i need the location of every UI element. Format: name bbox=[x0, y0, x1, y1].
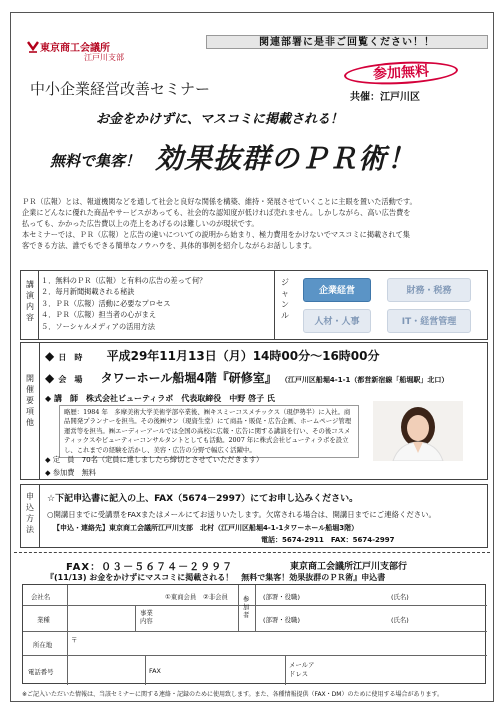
apply-instruction: ☆下記申込書に記入の上、FAX（5674－2997）にてお申し込みください。 bbox=[47, 494, 359, 504]
dept-label-2: (部署・役職) bbox=[263, 616, 300, 624]
headline: 効果抜群のＰＲ術！ bbox=[155, 142, 417, 175]
intro-line: 払っても、かかった広告費以上の売上をあげるのは難しいのが現状です。 bbox=[22, 219, 259, 228]
lecturer-row bbox=[45, 393, 275, 404]
lecture-divider bbox=[38, 271, 39, 339]
outline-label: 開催要項他 bbox=[26, 374, 34, 427]
phone-label: 電話番号 bbox=[28, 668, 54, 676]
form-title: 『(11/13) お金をかけずにマスコミに掲載される！ 無料で集客！効果抜群のＰＲ術』申込書 bbox=[46, 573, 386, 582]
genre-finance: 財務・税務 bbox=[387, 278, 471, 302]
fax-label: FAX bbox=[149, 667, 161, 675]
email-label: メールアドレス bbox=[289, 661, 315, 678]
bullet-icon: ◆ bbox=[45, 394, 52, 403]
apply-note: ○開講日までに受講票をFAXまたはメールにてお送りいたします。欠席される場合は、開講日までにご連絡ください。 bbox=[47, 510, 436, 519]
attendee-label: 参加者 bbox=[243, 595, 250, 619]
free-badge: 参加無料 bbox=[344, 59, 459, 87]
intro-line: 客できる方法、誰でもできる簡単なノウハウを、具体的事例を紹介しながらお話しします。 bbox=[22, 241, 317, 250]
form-col-line bbox=[255, 585, 256, 631]
company-input[interactable] bbox=[69, 587, 159, 603]
lecture-item: ４．ＰＲ（広報）担当者の心がまえ bbox=[41, 310, 157, 320]
intro-line: ＰＲ（広報）とは、報道機関などを通して社会と良好な関係を構築、維持・発展させていくことに主眼を置いた活動です。 bbox=[22, 197, 417, 206]
venue-key: 会 場 bbox=[58, 375, 83, 384]
fee: 参加費 無料 bbox=[52, 468, 96, 477]
address-label: 所在地 bbox=[33, 641, 53, 649]
venue-address: （江戸川区船堀4-1-1（都営新宿線「船堀駅」北口） bbox=[280, 376, 449, 384]
apply-label: 申込方法 bbox=[26, 492, 34, 534]
application-form bbox=[22, 584, 486, 684]
form-col-line bbox=[285, 655, 286, 685]
genre-it: IT・経営管理 bbox=[387, 309, 471, 333]
bullet-icon: ◆ bbox=[45, 468, 51, 477]
seminar-series: 中小企業経営改善セミナー bbox=[30, 80, 211, 98]
intro-text bbox=[22, 196, 486, 251]
capacity: 定 員 70名（定員に達しましたら締切とさせていただきます） bbox=[52, 455, 264, 464]
dept-label-1: (部署・役職) bbox=[263, 593, 300, 601]
bullet-icon: ◆ bbox=[45, 349, 55, 363]
co-sponsor: 共催：江戸川区 bbox=[350, 92, 420, 103]
business-label: 事業内容 bbox=[140, 609, 153, 625]
event-date-row bbox=[45, 347, 380, 364]
application-section bbox=[20, 484, 488, 548]
lecture-item: ３．ＰＲ（広報）活動に必要なプロセス bbox=[41, 298, 171, 308]
bullet-icon: ◆ bbox=[45, 371, 55, 385]
form-row-line bbox=[23, 631, 487, 632]
lecture-section bbox=[20, 270, 488, 340]
lecture-item: ５．ソーシャルメディアの活用方法 bbox=[41, 321, 155, 331]
name-label-2: (氏名) bbox=[391, 616, 409, 624]
form-col-line bbox=[238, 585, 239, 631]
postal-mark: 〒 bbox=[71, 636, 78, 644]
organizer-name: 東京商工会議所 bbox=[40, 43, 110, 54]
headline-prefix: 無料で集客！ bbox=[50, 152, 141, 170]
member-option-1[interactable]: ①東商会員 bbox=[165, 593, 197, 601]
genre-management: 企業経営 bbox=[303, 278, 371, 302]
form-row-line bbox=[23, 655, 487, 656]
organizer-branch: 江戸川支部 bbox=[84, 53, 124, 62]
apply-divider bbox=[39, 485, 40, 547]
circulation-notice: 関連部署に是非ご回覧ください！！ bbox=[206, 35, 488, 49]
event-date: 平成29年11月13日（月）14時00分～16時00分 bbox=[106, 349, 380, 363]
event-outline bbox=[20, 342, 488, 480]
venue-row bbox=[45, 369, 448, 386]
apply-contact: 【申込・連絡先】東京商工会議所江戸川支部 北村（江戸川区船堀4-1-1タワーホール船堀3階） bbox=[53, 524, 359, 532]
fee-row bbox=[45, 468, 96, 478]
date-key: 日 時 bbox=[58, 353, 83, 362]
form-col-line bbox=[145, 655, 146, 685]
intro-line: 本セミナーでは、ＰＲ（広報）と広告の違いについての説明から始まり、極力費用をかけないでマスコミに掲載されて集 bbox=[22, 230, 410, 239]
lecturer-photo bbox=[373, 401, 463, 461]
catchphrase: お金をかけずに、マスコミに掲載される！ bbox=[96, 112, 344, 127]
chamber-logo-icon bbox=[26, 40, 40, 54]
intro-line: 企業にどんなに優れた商品やサービスがあっても、社会的な認知度が低ければ売れません。しかしながら、高い広告費を bbox=[22, 208, 411, 217]
form-recipient: 東京商工会議所江戸川支部行 bbox=[290, 562, 408, 572]
apply-phone-fax: 電話：5674-2911 FAX：5674-2997 bbox=[261, 536, 395, 544]
company-label: 会社名 bbox=[31, 593, 51, 601]
lecturer: 講 師 株式会社ビューティラボ 代表取締役 中野 啓子 氏 bbox=[53, 394, 275, 403]
lecture-item: １．無料のＰＲ（広報）と有料の広告の差って何？ bbox=[41, 276, 207, 285]
lecture-list bbox=[41, 275, 206, 332]
outline-divider bbox=[39, 343, 40, 479]
member-option-2[interactable]: ②非会員 bbox=[203, 593, 228, 601]
venue-name: タワーホール船堀4階『研修室』 bbox=[100, 371, 277, 385]
fax-number: FAX：０３－５６７４－２９９７ bbox=[66, 562, 234, 573]
industry-label: 業種 bbox=[37, 616, 50, 624]
form-col-line bbox=[67, 585, 68, 685]
form-col-line bbox=[135, 605, 136, 631]
name-label-1: (氏名) bbox=[391, 593, 409, 601]
bullet-icon: ◆ bbox=[45, 455, 51, 464]
cut-line bbox=[14, 552, 490, 553]
lecturer-profile: 略歴：1984 年 多摩美術大学美術学部卒業後、㈱キスミーコスメチックス（現伊勢半）に入社。商品開発プランナーを担当。その後㈱サン（現資生堂）にて商品・販促・広告企画、ホームページ管理運営等を担当。㈱エーディーアールでは全国の高校に広報・広告に関する講演を行い、その後コスメティックスやビューティーコンサルタントとしても活動。2007 年に株式会社ビューティラボを設立し、これまでの経験を活かし、美容・広告の分野で幅広く活躍中。 bbox=[59, 405, 359, 458]
genre-divider bbox=[274, 271, 275, 339]
genre-hr: 人材・人事 bbox=[303, 309, 371, 333]
lecture-item: ２．毎月新聞掲載される秘訣 bbox=[41, 287, 135, 297]
privacy-note: ※ご記入いただいた情報は、当該セミナーに関する連絡・記録のために使用致します。また、各種情報提供（FAX・DM）のために使用する場合があります。 bbox=[22, 691, 443, 698]
lecture-label: 講演内容 bbox=[26, 280, 34, 322]
capacity-row bbox=[45, 455, 263, 465]
genre-label: ジャンル bbox=[281, 278, 289, 320]
